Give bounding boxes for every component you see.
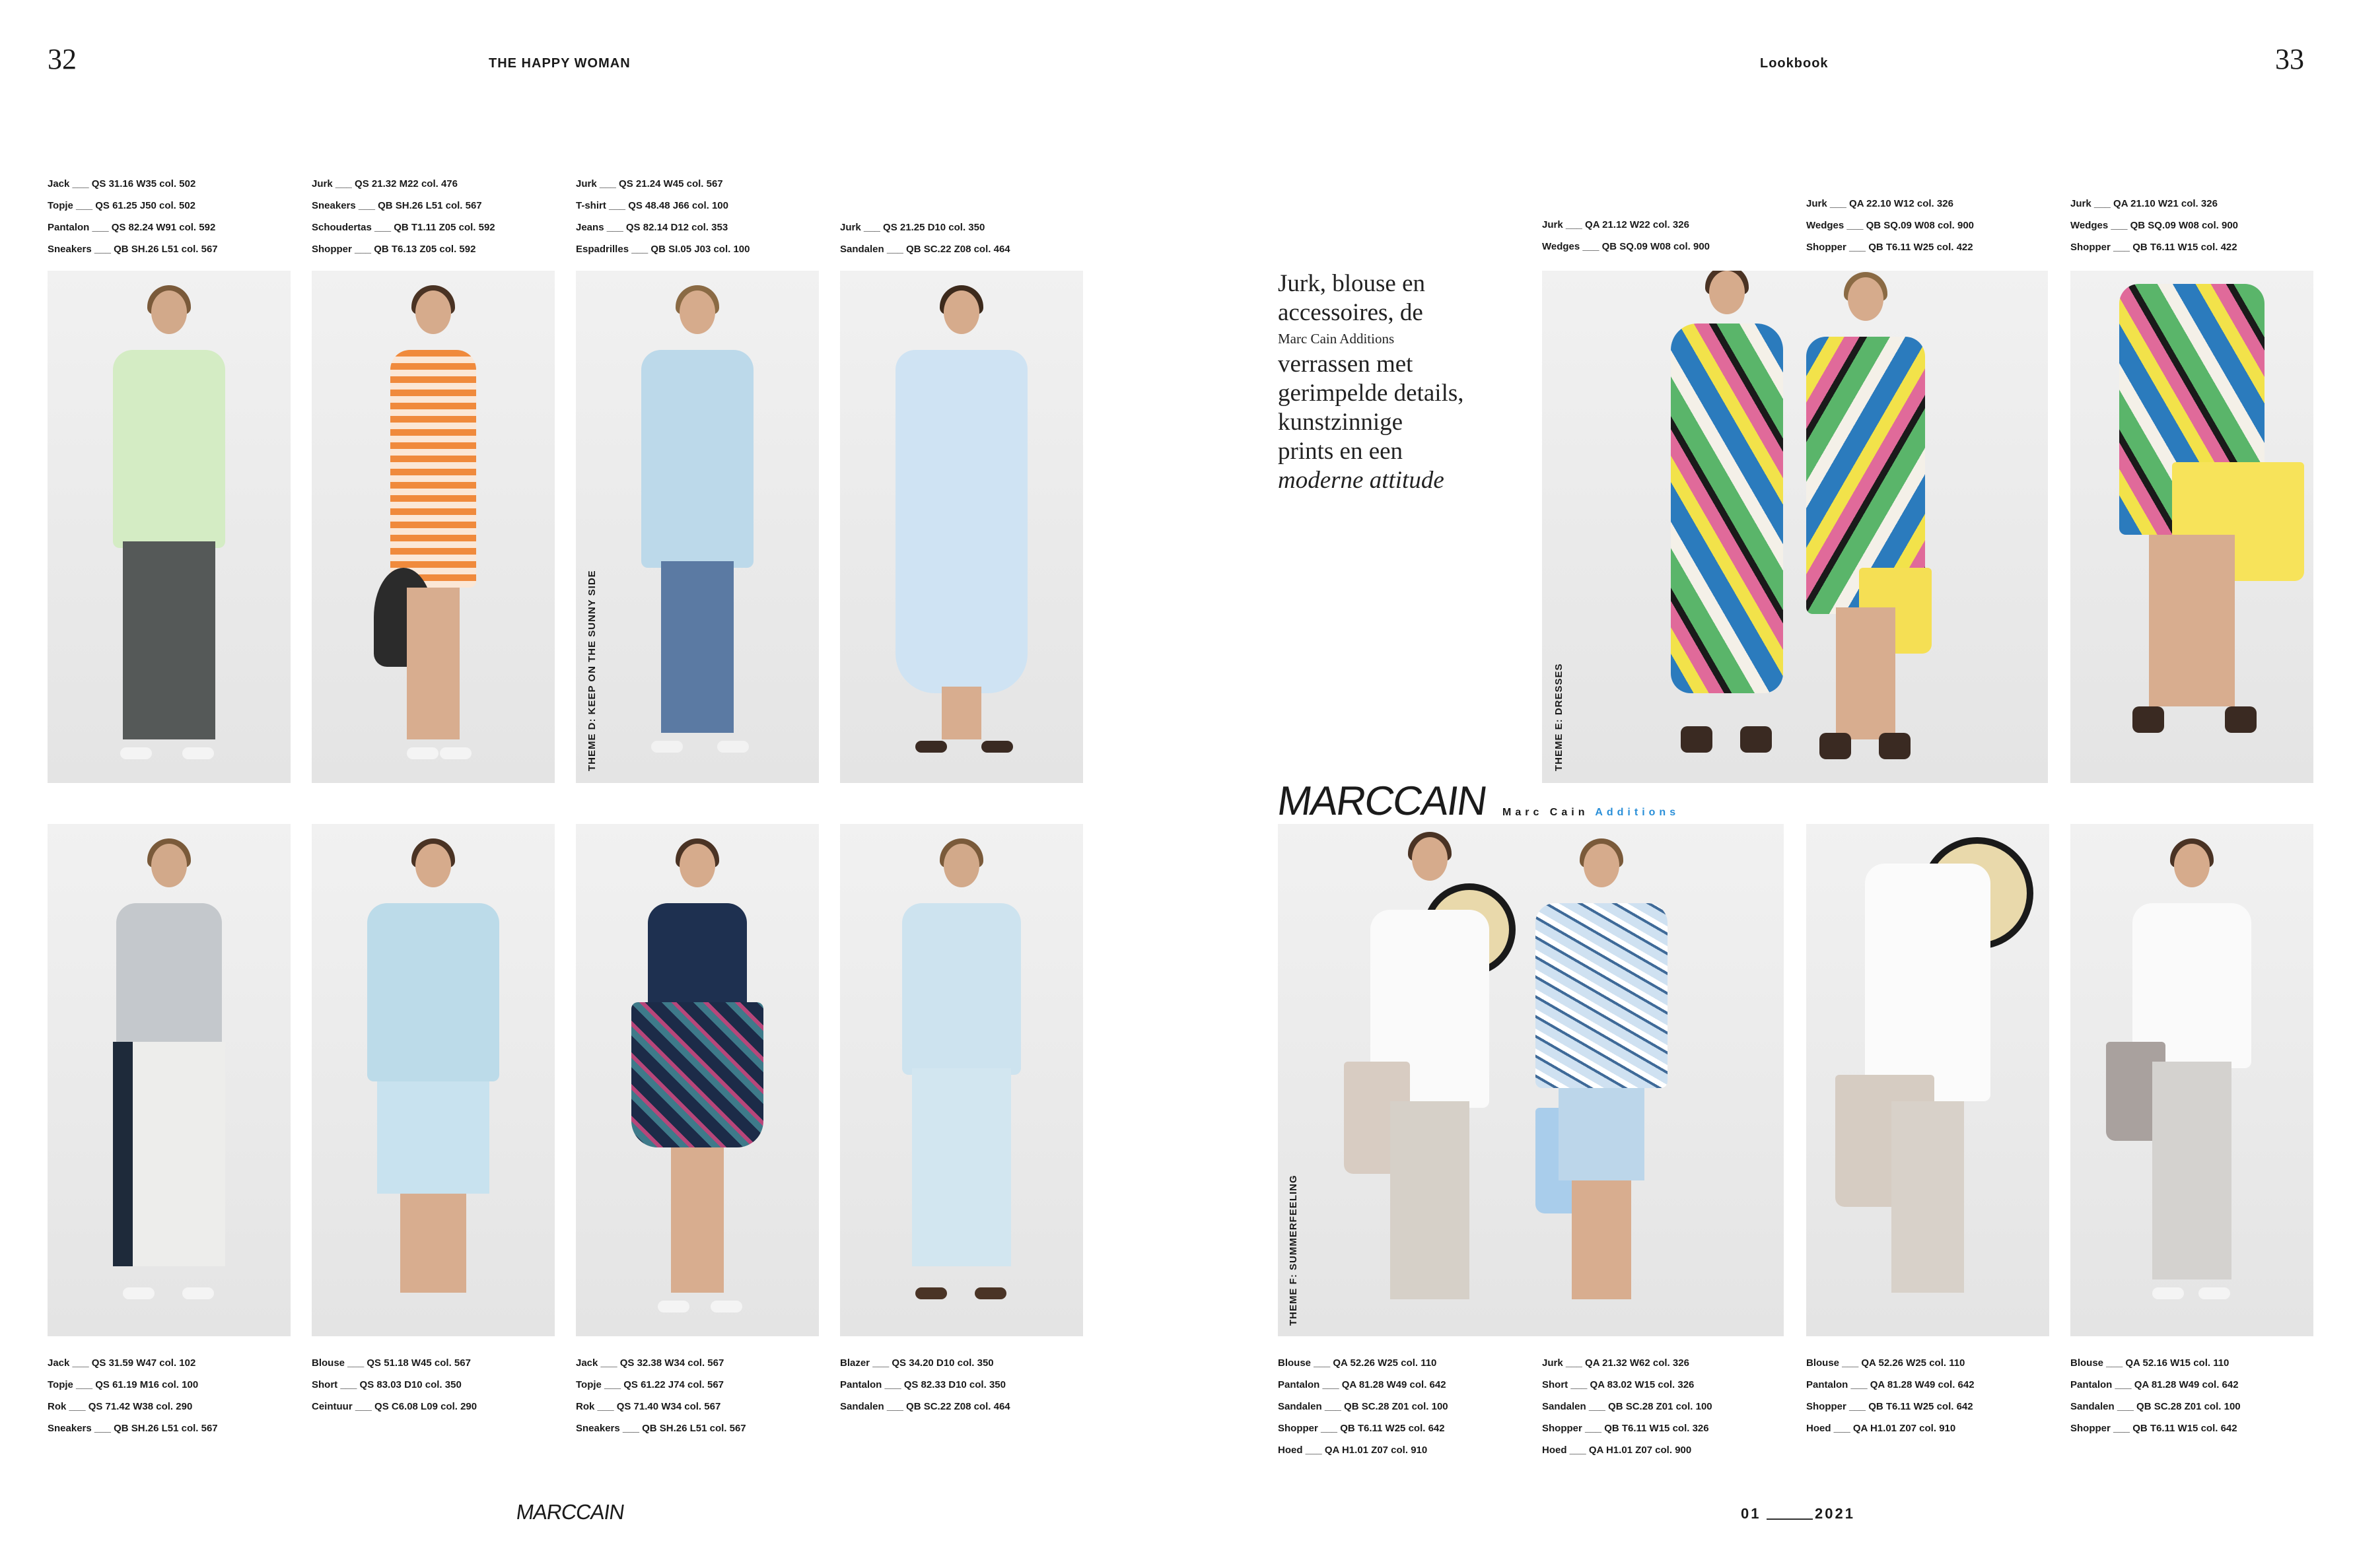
photo-look-11-duo [1278,824,1784,1336]
photo-look-13 [2070,824,2313,1336]
photo-look-5 [48,824,291,1336]
credits-right-bottom-1: Blouse ___ QA 52.26 W25 col. 110 Pantalon ___ QA 81.28 W49 col. 642 Sandalen ___ QB SC.28 Z01 col. 100 Shopper ___ QB T6.11 W25 col. 642 Hoed ___ QA H1.01 Z07 col. 910 [1278,1357,1448,1456]
footer-rule [1767,1518,1813,1520]
footer-logo: MARCCAIN [514,1500,626,1524]
photo-look-8 [840,824,1083,1336]
credits-left-top-4: Jurk ___ QS 21.25 D10 col. 350 Sandalen ___ QB SC.22 Z08 col. 464 [840,222,1010,255]
photo-look-4 [840,271,1083,783]
theme-label-right-top: THEME E: DRESSES [1553,663,1564,771]
page-number-left: 32 [48,43,77,75]
credits-right-top-2: Jurk ___ QA 22.10 W12 col. 326 Wedges ___ QB SQ.09 W08 col. 900 Shopper ___ QB T6.11 W25 col. 422 [1806,198,1975,253]
credits-left-top-3: Jurk ___ QS 21.24 W45 col. 567 T-shirt ___ QS 48.48 J66 col. 100 Jeans ___ QS 82.14 D12 col. 353 Espadrilles ___ QB SI.05 J03 col. 100 [576,178,750,255]
credits-right-top-3: Jurk ___ QA 21.10 W21 col. 326 Wedges ___ QB SQ.09 W08 col. 900 Shopper ___ QB T6.11 W15 col. 422 [2070,198,2239,253]
credits-right-bottom-2: Jurk ___ QA 21.32 W62 col. 326 Short ___ QA 83.02 W15 col. 326 Sandalen ___ QB SC.28 Z01 col. 100 Shopper ___ QB T6.11 W15 col. 326 Hoed ___ QA H1.01 Z07 col. 900 [1542,1357,1712,1456]
credits-left-bottom-2: Blouse ___ QS 51.18 W45 col. 567 Short ___ QS 83.03 D10 col. 350 Ceintuur ___ QS C6.08 L09 col. 290 [312,1357,477,1412]
credits-left-bottom-1: Jack ___ QS 31.59 W47 col. 102 Topje ___ QS 61.19 M16 col. 100 Rok ___ QS 71.42 W38 col. 290 Sneakers ___ QB SH.26 L51 col. 567 [48,1357,218,1434]
photo-look-7 [576,824,819,1336]
theme-label-right-bottom: THEME F: SUMMERFEELING [1288,1175,1299,1326]
credits-right-bottom-3: Blouse ___ QA 52.26 W25 col. 110 Pantalon ___ QA 81.28 W49 col. 642 Shopper ___ QB T6.11 W25 col. 642 Hoed ___ QA H1.01 Z07 col. 910 [1806,1357,1975,1434]
brand-logo: MARCCAIN [1275,778,1489,824]
credits-left-bottom-3: Jack ___ QS 32.38 W34 col. 567 Topje ___ QS 61.22 J74 col. 567 Rok ___ QS 71.40 W34 col. 567 Sneakers ___ QB SH.26 L51 col. 567 [576,1357,746,1434]
photo-look-3 [576,271,819,783]
photo-look-2 [312,271,555,783]
credits-left-top-1: Jack ___ QS 31.16 W35 col. 502 Topje ___ QS 61.25 J50 col. 502 Pantalon ___ QS 82.24 W91 col. 592 Sneakers ___ QB SH.26 L51 col. 567 [48,178,218,255]
page-number-right: 33 [2275,43,2304,75]
credits-left-bottom-4: Blazer ___ QS 34.20 D10 col. 350 Pantalon ___ QS 82.33 D10 col. 350 Sandalen ___ QB SC.22 Z08 col. 464 [840,1357,1010,1412]
photo-look-1 [48,271,291,783]
credits-right-bottom-4: Blouse ___ QA 52.16 W15 col. 110 Pantalon ___ QA 81.28 W49 col. 642 Sandalen ___ QB SC.28 Z01 col. 100 Shopper ___ QB T6.11 W15 col. 642 [2070,1357,2241,1434]
running-title-left: THE HAPPY WOMAN [489,56,631,71]
sub-brand-label: Marc Cain Additions [1502,807,1680,818]
footer-year: 2021 [1815,1505,1855,1522]
photo-look-10 [2070,271,2313,783]
running-title-right: Lookbook [1760,56,1829,71]
theme-label-left: THEME D: KEEP ON THE SUNNY SIDE [586,570,598,771]
photo-look-9-duo [1542,271,2048,783]
credits-left-top-2: Jurk ___ QS 21.32 M22 col. 476 Sneakers ___ QB SH.26 L51 col. 567 Schoudertas ___ QB T1.11 Z05 col. 592 Shopper ___ QB T6.13 Z05 col. 592 [312,178,495,255]
pull-quote: Jurk, blouse en accessoires, de Marc Cain Additions verrassen met gerimpelde details, kunstzinnige prints en een moderne attitude [1278,269,1516,495]
credits-right-top-1: Jurk ___ QA 21.12 W22 col. 326 Wedges ___ QB SQ.09 W08 col. 900 [1542,219,1710,252]
quote-brand: Marc Cain Additions [1278,331,1395,347]
photo-look-6 [312,824,555,1336]
photo-look-12 [1806,824,2049,1336]
footer-issue: 01 [1741,1505,1761,1522]
